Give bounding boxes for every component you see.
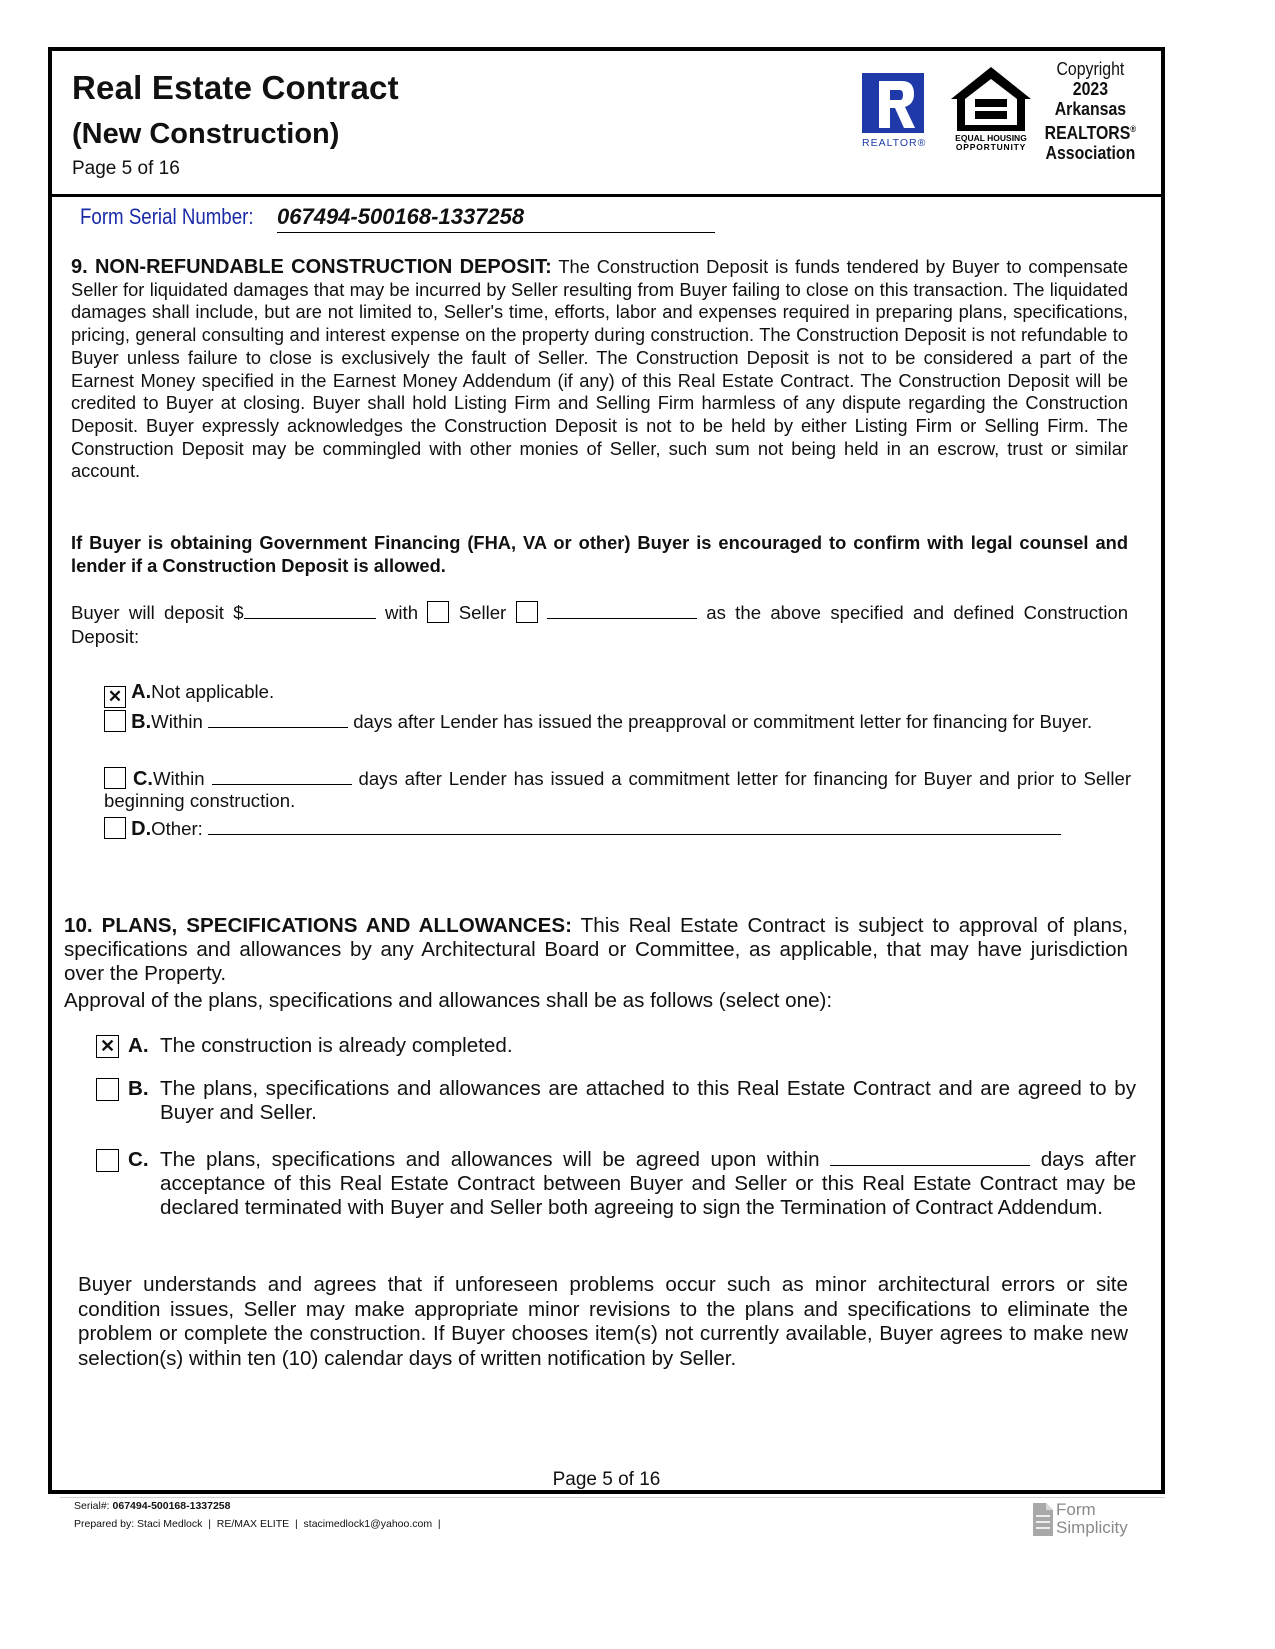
section-10-paragraph bbox=[64, 914, 1128, 986]
option-letter: B. bbox=[128, 1077, 149, 1100]
copyright-org-line1: Arkansas bbox=[1054, 99, 1127, 119]
option-letter: D. bbox=[131, 818, 152, 840]
government-financing-notice: If Buyer is obtaining Government Financing (FHA, VA or other) Buyer is encouraged to confirm with legal counsel and lender if a Construction Deposit is allowed. bbox=[71, 532, 1128, 576]
deposit-option-c bbox=[104, 767, 1131, 811]
deposit-seller-checkbox[interactable] bbox=[427, 601, 449, 623]
deposit-amount-field[interactable] bbox=[244, 603, 376, 619]
registered-mark: ® bbox=[1130, 124, 1137, 134]
document-icon bbox=[1033, 1503, 1053, 1536]
option-prefix: The plans, specifications and allowances will be agreed upon within bbox=[160, 1148, 820, 1171]
document-subtitle: (New Construction) bbox=[72, 118, 340, 150]
option-letter: A. bbox=[131, 681, 152, 703]
option-prefix: Other: bbox=[151, 818, 203, 839]
serial-value: 067494-500168-1337258 bbox=[277, 204, 715, 233]
option-letter: B. bbox=[131, 711, 152, 733]
realtor-logo-icon bbox=[862, 73, 930, 149]
approval-intro: Approval of the plans, specifications and allowances shall be as follows (select one): bbox=[64, 989, 833, 1012]
plans-option-b bbox=[96, 1077, 1136, 1125]
section-10-heading: 10. PLANS, SPECIFICATIONS AND ALLOWANCES: bbox=[64, 914, 572, 937]
copyright-block bbox=[1042, 59, 1139, 163]
buyer-understanding-paragraph: Buyer understands and agrees that if unforeseen problems occur such as minor architectural errors or site condition issues, Seller may make appropriate minor revisions to the plans and specifications to eliminate the problem or complete the construction. If Buyer chooses item(s) not currently available, Buyer agrees to make new selection(s) within ten (10) calendar days of written notification by Seller. bbox=[78, 1273, 1128, 1370]
equal-housing-logo-icon bbox=[945, 63, 1037, 151]
plans-option-c bbox=[96, 1148, 1136, 1220]
deposit-option-d bbox=[104, 817, 1061, 840]
contract-page bbox=[48, 47, 1165, 1494]
section-10-body: This Real Estate Contract is subject to approval of plans, specifications and allowances by any Architectural Board or Committee, as applicable, that may have jurisdiction over the Property. bbox=[64, 914, 1129, 985]
option-letter: C. bbox=[132, 768, 153, 790]
option-text: days after Lender has issued the preapproval or commitment letter for financing for Buyer. bbox=[353, 711, 1093, 732]
option-text: Not applicable. bbox=[151, 681, 275, 702]
option-text: The plans, specifications and allowances are attached to this Real Estate Contract and are agreed to by Buyer and Seller. bbox=[160, 1077, 1136, 1124]
plans-option-c-checkbox[interactable] bbox=[96, 1149, 119, 1172]
section-9-heading: 9. NON-REFUNDABLE CONSTRUCTION DEPOSIT: bbox=[71, 256, 552, 278]
option-b-checkbox[interactable] bbox=[104, 710, 126, 732]
deposit-option-a bbox=[104, 681, 274, 708]
copyright-org-line3: Association bbox=[1045, 143, 1136, 163]
option-b-days-field[interactable] bbox=[208, 712, 348, 728]
option-letter: A. bbox=[128, 1034, 149, 1057]
plans-option-a-checkbox[interactable]: ✕ bbox=[96, 1035, 119, 1058]
option-c-checkbox[interactable] bbox=[104, 767, 126, 789]
svg-text:REALTOR®: REALTOR® bbox=[862, 137, 927, 149]
seller-label: Seller bbox=[458, 602, 507, 623]
option-prefix: Within bbox=[152, 768, 205, 789]
plans-option-c-days-field[interactable] bbox=[830, 1150, 1030, 1166]
option-prefix: Within bbox=[151, 711, 203, 732]
form-serial-number bbox=[80, 204, 525, 234]
svg-text:EQUAL HOUSING: EQUAL HOUSING bbox=[955, 133, 1027, 143]
page-header bbox=[52, 51, 1161, 197]
footer-serial-value: 067494-500168-1337258 bbox=[112, 1500, 231, 1512]
footer-prepared-by: Prepared by: Staci Medlock | RE/MAX ELITE | stacimedlock1@yahoo.com | bbox=[74, 1518, 441, 1529]
option-a-checkbox[interactable]: ✕ bbox=[104, 686, 126, 708]
brand-line2: Simplicity bbox=[1056, 1518, 1128, 1537]
serial-label: Form Serial Number: bbox=[80, 204, 254, 229]
option-suffix: days after acceptance of this Real Estate Contract between Buyer and Seller or this Real Estate Contract may be declared terminated with Buyer and Seller both agreeing to sign the Termination of Contract Addendum. bbox=[160, 1148, 1136, 1219]
deposit-other-holder-field[interactable] bbox=[547, 603, 697, 619]
option-d-checkbox[interactable] bbox=[104, 817, 126, 839]
with-label: with bbox=[384, 602, 419, 623]
option-text: The construction is already completed. bbox=[160, 1034, 513, 1057]
deposit-option-b bbox=[104, 710, 1131, 733]
option-text: days after Lender has issued a commitment letter for financing for Buyer and prior to Seller beginning construction. bbox=[104, 768, 1132, 811]
plans-option-a bbox=[96, 1034, 1136, 1058]
copyright-label: Copyright bbox=[1056, 59, 1125, 79]
option-d-other-field[interactable] bbox=[208, 819, 1061, 835]
deposit-suffix: as the above specified and defined Construction Deposit: bbox=[71, 602, 1129, 647]
section-9-body: The Construction Deposit is funds tendered by Buyer to compensate Seller for liquidated damages that may be incurred by Seller resulting from Buyer failing to close on this transaction. The liquidated damages shall include, but are not limited to, Seller's time, efforts, labor and expenses required in preparing plans, specifications, pricing, general consulting and interest expense on the property during construction. The Construction Deposit is not refundable to Buyer unless failure to close is exclusively the fault of Seller. The Construction Deposit is not to be considered a part of the Earnest Money specified in the Earnest Money Addendum (if any) of this Real Estate Contract. The Construction Deposit will be credited to Buyer at closing. Buyer shall hold Listing Firm and Selling Firm harmless of any dispute regarding the Construction Deposit. Buyer expressly acknowledges the Construction Deposit is not to be held by either Listing Firm or Selling Firm. The Construction Deposit may be commingled with other monies of Seller, such sum not being held in an escrow, trust or similar account. bbox=[71, 256, 1128, 482]
option-text bbox=[160, 1148, 1136, 1220]
section-9-paragraph bbox=[71, 256, 1128, 483]
copyright-year: 2023 bbox=[1072, 79, 1109, 99]
footer-serial bbox=[74, 1500, 230, 1512]
option-letter: C. bbox=[128, 1148, 149, 1171]
footer-divider bbox=[60, 1497, 1165, 1498]
svg-text:OPPORTUNITY: OPPORTUNITY bbox=[955, 142, 1027, 151]
document-title: Real Estate Contract bbox=[72, 69, 399, 106]
page-indicator: Page 5 of 16 bbox=[72, 158, 180, 179]
deposit-other-checkbox[interactable] bbox=[516, 601, 538, 623]
page-footer-indicator: Page 5 of 16 bbox=[552, 1469, 661, 1490]
copyright-org-line2: REALTORS bbox=[1044, 123, 1131, 143]
deposit-line bbox=[71, 601, 1128, 649]
brand-line1: Form bbox=[1056, 1500, 1096, 1519]
footer-serial-label: Serial#: bbox=[74, 1500, 110, 1512]
plans-option-b-checkbox[interactable] bbox=[96, 1078, 119, 1101]
option-c-days-field[interactable] bbox=[212, 769, 352, 785]
deposit-prefix: Buyer will deposit $ bbox=[71, 602, 244, 623]
